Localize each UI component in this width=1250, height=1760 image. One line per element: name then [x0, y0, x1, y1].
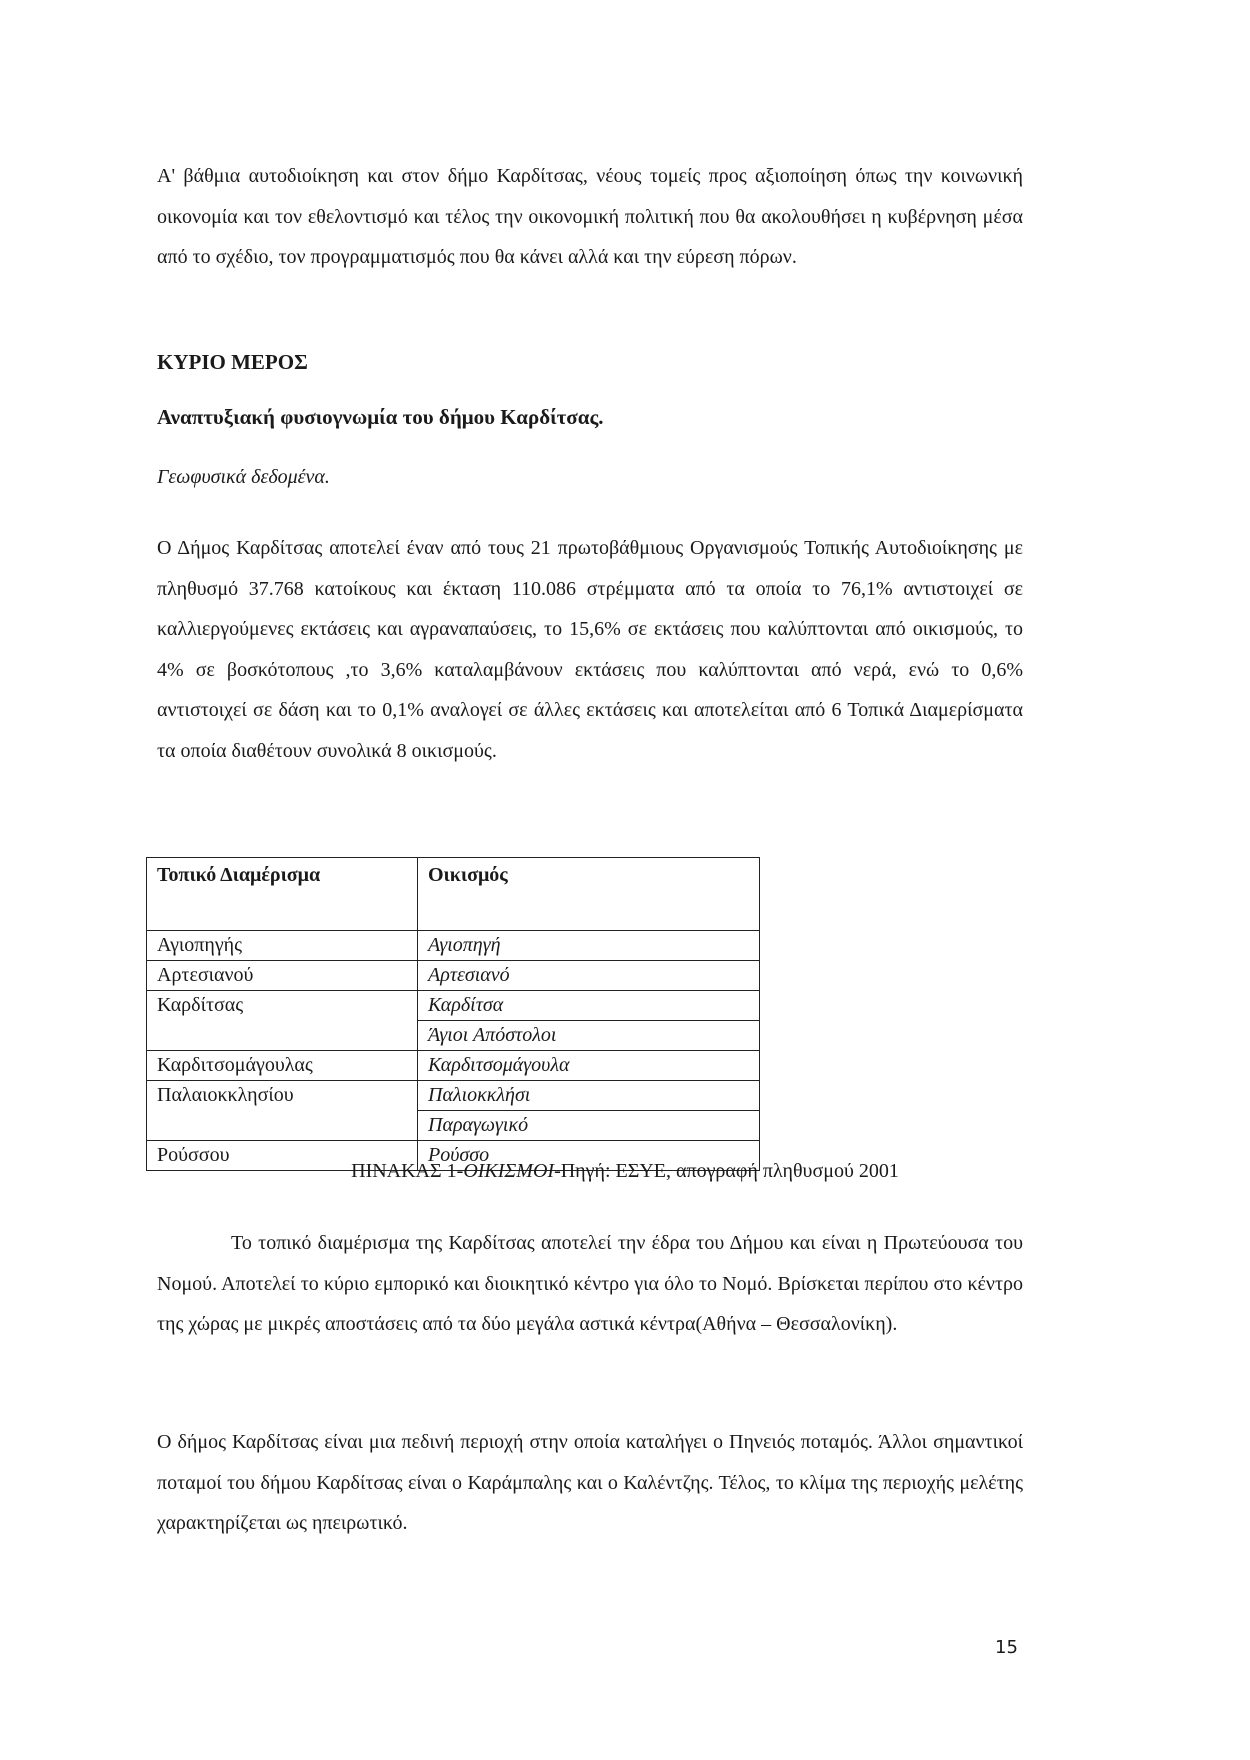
- settlement-cell: Καρδίτσα: [418, 991, 760, 1021]
- table-row: [147, 1111, 760, 1141]
- district-cell: Ρούσσου: [147, 1141, 418, 1171]
- settlement-cell: Αρτεσιανό: [418, 961, 760, 991]
- district-cell: Αρτεσιανού: [147, 961, 418, 991]
- sub-heading: Αναπτυξιακή φυσιογνωμία του δήμου Καρδίτσας.: [157, 405, 604, 429]
- settlement-cell: Ρούσσο: [418, 1141, 760, 1171]
- page-number: 15: [995, 1637, 1018, 1658]
- table-header-district: Τοπικό Διαμέρισμα: [147, 858, 418, 931]
- district-cell: [147, 1111, 418, 1141]
- caption-title: ΟΙΚΙΣΜΟΙ: [463, 1160, 555, 1182]
- table-header-settlement: Οικισμός: [418, 858, 760, 931]
- district-cell: Παλαιοκκλησίου: [147, 1081, 418, 1111]
- district-cell: Καρδίτσας: [147, 991, 418, 1021]
- geo-paragraph: Ο Δήμος Καρδίτσας αποτελεί έναν από τους 21 πρωτοβάθμιους Οργανισμούς Τοπικής Αυτοδιοίκησης με πληθυσμό 37.768 κατοίκους και έκταση 110.086 στρέμματα από τα οποία το 76,1% αντιστοιχεί σε καλλιεργούμενες εκτάσεις και αγραναπαύσεις, το 15,6% σε εκτάσεις που καλύπτονται από οικισμούς, το 4% σε βοσκότοπους ,το 3,6% καταλαμβάνουν εκτάσεις που καλύπτονται από νερά, ενώ το 0,6% αντιστοιχεί σε δάση και το 0,1% αναλογεί σε άλλες εκτάσεις και αποτελείται από 6 Τοπικά Διαμερίσματα τα οποία διαθέτουν συνολικά 8 οικισμούς.: [157, 537, 1023, 762]
- main-heading: ΚΥΡΙΟ ΜΕΡΟΣ: [157, 350, 308, 374]
- settlement-cell: Αγιοπηγή: [418, 931, 760, 961]
- table-caption: [0, 1160, 1250, 1183]
- table-row: [147, 1081, 760, 1111]
- table-row: [147, 961, 760, 991]
- caption-prefix: ΠΙΝΑΚΑΣ 1-: [351, 1160, 464, 1182]
- settlement-cell: Καρδιτσομάγουλα: [418, 1051, 760, 1081]
- settlement-cell: Άγιοι Απόστολοι: [418, 1021, 760, 1051]
- settlement-cell: Παλιοκκλήσι: [418, 1081, 760, 1111]
- district-cell: Καρδιτσομάγουλας: [147, 1051, 418, 1081]
- table-row: [147, 1021, 760, 1051]
- seat-paragraph: Το τοπικό διαμέρισμα της Καρδίτσας αποτελεί την έδρα του Δήμου και είναι η Πρωτεύουσα του Νομού. Αποτελεί το κύριο εμπορικό και διοικητικό κέντρο για όλο το Νομό. Βρίσκεται περίπου στο κέντρο της χώρας με μικρές αποστάσεις από τα δύο μεγάλα αστικά κέντρα(Αθήνα – Θεσσαλονίκη).: [157, 1232, 1023, 1335]
- table-row: [147, 931, 760, 961]
- table-row: [147, 1051, 760, 1081]
- section-heading: Γεωφυσικά δεδομένα.: [157, 466, 330, 488]
- settlements-table: [146, 857, 760, 1171]
- caption-source: -Πηγή: ΕΣΥΕ, απογραφή πληθυσμού 2001: [554, 1160, 899, 1182]
- district-cell: Αγιοπηγής: [147, 931, 418, 961]
- river-paragraph: Ο δήμος Καρδίτσας είναι μια πεδινή περιοχή στην οποία καταλήγει ο Πηνειός ποταμός. Άλλοι σημαντικοί ποταμοί του δήμου Καρδίτσας είναι ο Καράμπαλης και ο Καλέντζης. Τέλος, το κλίμα της περιοχής μελέτης χαρακτηρίζεται ως ηπειρωτικό.: [157, 1431, 1023, 1534]
- settlement-cell: Παραγωγικό: [418, 1111, 760, 1141]
- district-cell: [147, 1021, 418, 1051]
- table-row: [147, 991, 760, 1021]
- intro-paragraph: Α' βάθμια αυτοδιοίκηση και στον δήμο Καρδίτσας, νέους τομείς προς αξιοποίηση όπως την κοινωνική οικονομία και τον εθελοντισμό και τέλος την οικονομική πολιτική που θα ακολουθήσει η κυβέρνηση μέσα από το σχέδιο, τον προγραμματισμός που θα κάνει αλλά και την εύρεση πόρων.: [157, 165, 1023, 268]
